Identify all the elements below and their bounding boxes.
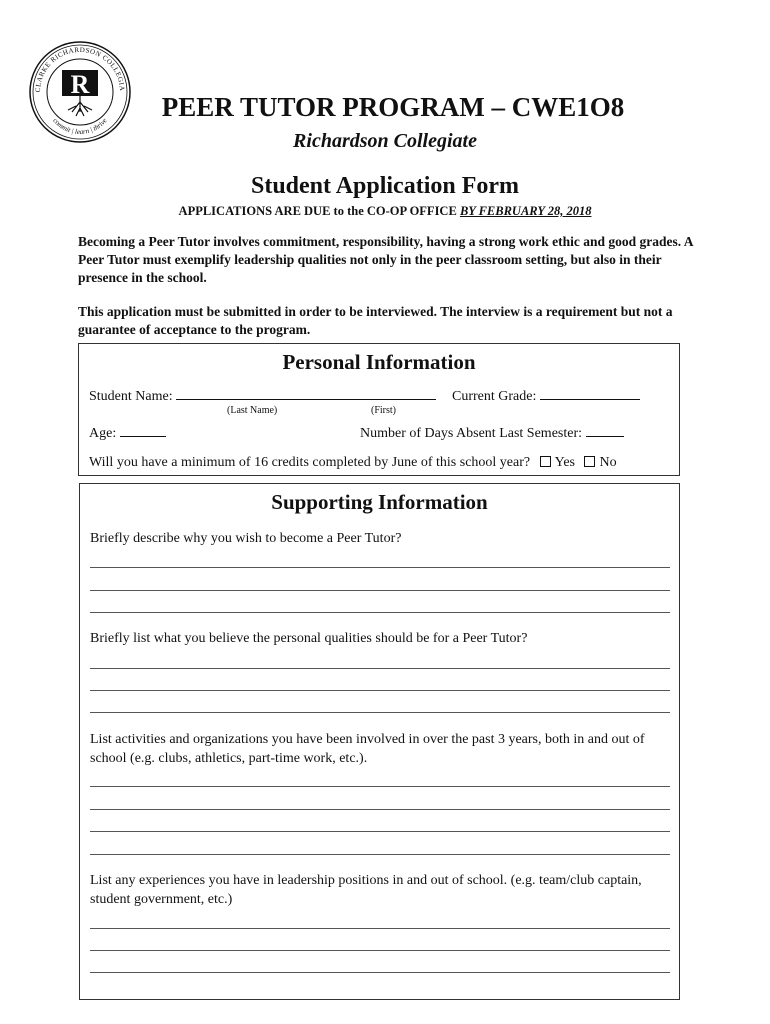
answer-line[interactable] [90,950,670,951]
due-notice [0,204,770,219]
student-name-label: Student Name: [89,389,173,404]
personal-information-section [78,343,680,476]
answer-line[interactable] [90,786,670,787]
answer-line[interactable] [90,612,670,613]
due-date: BY FEBRUARY 28, 2018 [459,204,592,218]
due-prefix: APPLICATIONS ARE DUE to the CO-OP OFFICE [178,204,457,218]
student-name-row [89,389,436,405]
personal-information-heading: Personal Information [282,350,476,374]
question-leadership: List any experiences you have in leadership positions in and out of school. (e.g. team/club captain, student government, etc.) [90,873,642,907]
answer-line[interactable] [90,590,670,591]
form-title: Student Application Form [250,173,520,199]
submission-note: This application must be submitted in order to be interviewed. The interview is a requirement but not a guarantee of acceptance to the program. [78,304,673,337]
answer-line[interactable] [90,668,670,669]
last-name-hint: (Last Name) [227,405,278,416]
answer-line[interactable] [90,690,670,691]
age-row [89,426,166,442]
days-absent-row [360,426,624,442]
answer-line[interactable] [90,928,670,929]
days-absent-field[interactable] [586,436,624,437]
question-why-tutor: Briefly describe why you wish to become a Peer Tutor? [90,531,402,546]
yes-label: Yes [554,455,575,470]
answer-line[interactable] [90,567,670,568]
logo-letter: R [70,70,90,99]
page-title: PEER TUTOR PROGRAM – CWE1O8 [161,92,625,122]
credits-question: Will you have a minimum of 16 credits completed by June of this school year? [89,455,531,470]
age-field[interactable] [120,436,166,437]
logo-ring-top-text: CLARKE RICHARDSON COLLEGIA [33,45,127,93]
school-name: Richardson Collegiate [293,130,477,152]
student-name-field[interactable] [176,399,436,400]
answer-line[interactable] [90,809,670,810]
current-grade-label: Current Grade: [452,389,537,404]
first-name-hint: (First) [371,405,396,416]
supporting-information-heading: Supporting Information [271,490,488,514]
question-personal-qualities: Briefly list what you believe the personal qualities should be for a Peer Tutor? [90,631,528,646]
current-grade-field[interactable] [540,399,640,400]
answer-line[interactable] [90,972,670,973]
answer-line[interactable] [90,854,670,855]
current-grade-row [452,389,640,405]
days-absent-label: Number of Days Absent Last Semester: [360,426,583,441]
logo-ring-bottom-text: commit | learn | thrive [51,116,109,137]
no-label: No [599,455,617,470]
age-label: Age: [89,426,117,441]
answer-line[interactable] [90,712,670,713]
no-checkbox[interactable] [584,456,595,467]
answer-line[interactable] [90,831,670,832]
question-activities: List activities and organizations you have been involved in over the past 3 years, both in and out of school (e.g. clubs, athletics, part-time work, etc.). [90,732,645,766]
credits-row [89,455,617,471]
yes-checkbox[interactable] [540,456,551,467]
intro-paragraph: Becoming a Peer Tutor involves commitment, responsibility, having a strong work ethic and good grades. A Peer Tutor must exemplify leadership qualities not only in the peer classroom setting, but also in their presence in the school. [78,234,693,285]
